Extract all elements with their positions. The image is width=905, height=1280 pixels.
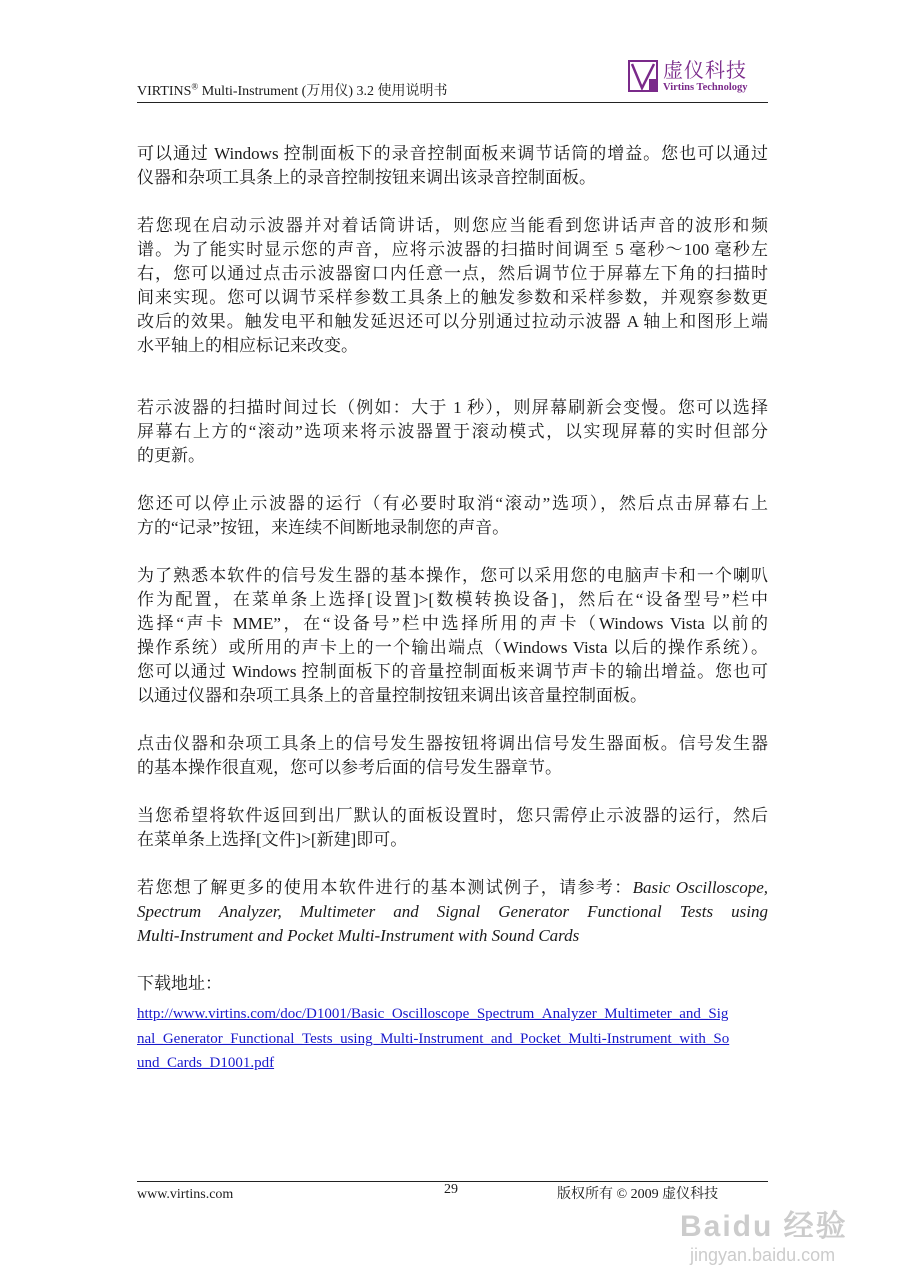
- title-prefix: VIRTINS: [137, 84, 192, 99]
- download-label: 下载地址：: [137, 974, 222, 993]
- text-line: 水平轴上的相应标记来改变。: [137, 336, 358, 355]
- footer-website: www.virtins.com: [137, 1187, 234, 1202]
- text-line: 方的“记录”按钮，来连续不间断地录制您的声音。: [137, 518, 510, 537]
- download-link[interactable]: [137, 1002, 768, 1076]
- watermark-small: jingyan.baidu.com: [690, 1245, 836, 1265]
- text-line: 可以通过 Windows 控制面板下的录音控制面板来调节话筒的增益。您也可以通过: [137, 144, 768, 163]
- reference-paragraph: [137, 876, 768, 948]
- text-line: 选择“声卡 MME”，在“设备号”栏中选择所用的声卡（Windows Vista 以前的: [137, 614, 768, 633]
- download-link-line[interactable]: und_Cards_D1001.pdf: [137, 1055, 275, 1071]
- virtins-logo: [628, 60, 748, 94]
- text-line: 为了熟悉本软件的信号发生器的基本操作，您可以采用您的电脑声卡和一个喇叭: [137, 566, 768, 585]
- text-line: 间来实现。您可以调节采样参数工具条上的触发参数和采样参数，并观察参数更: [137, 288, 768, 307]
- paragraph-5: [137, 564, 768, 708]
- logo-cn-text: 虚仪科技: [663, 60, 747, 82]
- reference-title: Basic Oscilloscope,: [632, 878, 768, 897]
- logo-en-text: Virtins Technology: [663, 82, 748, 93]
- paragraph-3: [137, 396, 768, 468]
- text-line: 屏幕右上方的“滚动”选项来将示波器置于滚动模式，以实现屏幕的实时但部分: [137, 422, 768, 441]
- header-divider: [137, 102, 768, 103]
- text-line: 谱。为了能实时显示您的声音，应将示波器的扫描时间调至 5 毫秒～100 毫秒左: [137, 240, 768, 259]
- download-link-line[interactable]: http://www.virtins.com/doc/D1001/Basic_Oscilloscope_Spectrum_Analyzer_Multimeter_and_Sig: [137, 1006, 729, 1022]
- document-header-title: [137, 80, 448, 100]
- registered-mark: ®: [191, 81, 199, 92]
- paragraph-2: [137, 214, 768, 358]
- text-line: 仪器和杂项工具条上的录音控制按钮来调出该录音控制面板。: [137, 168, 596, 187]
- baidu-watermark: [680, 1210, 848, 1266]
- text-line: 的基本操作很直观，您可以参考后面的信号发生器章节。: [137, 758, 562, 777]
- text-line: 若您现在启动示波器并对着话筒讲话，则您应当能看到您讲话声音的波形和频: [137, 216, 768, 235]
- reference-title: Spectrum Analyzer, Multimeter and Signal Generator Functional Tests using: [137, 902, 768, 921]
- paragraph-1: [137, 142, 768, 190]
- page-body: [137, 142, 768, 1076]
- text-line: 当您希望将软件返回到出厂默认的面板设置时，您只需停止示波器的运行，然后: [137, 806, 768, 825]
- paragraph-4: [137, 492, 768, 540]
- virtins-logo-icon: [628, 60, 658, 92]
- paragraph-7: [137, 804, 768, 852]
- text-line: 您还可以停止示波器的运行（有必要时取消“滚动”选项），然后点击屏幕右上: [137, 494, 768, 513]
- text-line: 您可以通过 Windows 控制面板下的音量控制面板来调节声卡的输出增益。您也可: [137, 662, 768, 681]
- page-number: 29: [444, 1182, 458, 1197]
- title-rest: Multi-Instrument (万用仪) 3.2 使用说明书: [198, 84, 448, 99]
- paragraph-6: [137, 732, 768, 780]
- text-line: 右，您可以通过点击示波器窗口内任意一点，然后调节位于屏幕左下角的扫描时: [137, 264, 768, 283]
- text-line: 以通过仪器和杂项工具条上的音量控制按钮来调出该音量控制面板。: [137, 686, 647, 705]
- reference-title: Multi-Instrument and Pocket Multi-Instrument with Sound Cards: [137, 926, 580, 945]
- footer-copyright: 版权所有 © 2009 虚仪科技: [557, 1187, 719, 1202]
- watermark-big: Baidu 经验: [680, 1210, 848, 1243]
- reference-intro: 若您想了解更多的使用本软件进行的基本测试例子，请参考：: [137, 878, 633, 897]
- text-line: 点击仪器和杂项工具条上的信号发生器按钮将调出信号发生器面板。信号发生器: [137, 734, 768, 753]
- text-line: 的更新。: [137, 446, 205, 465]
- text-line: 在菜单条上选择[文件]>[新建]即可。: [137, 830, 408, 849]
- text-line: 作为配置，在菜单条上选择[设置]>[数模转换设备]，然后在“设备型号”栏中: [137, 590, 768, 609]
- download-link-line[interactable]: nal_Generator_Functional_Tests_using_Multi-Instrument_and_Pocket_Multi-Instrument_with_So: [137, 1030, 730, 1047]
- text-line: 操作系统）或所用的声卡上的一个输出端点（Windows Vista 以后的操作系统）。: [137, 638, 768, 657]
- text-line: 若示波器的扫描时间过长（例如：大于 1 秒），则屏幕刷新会变慢。您可以选择: [137, 398, 768, 417]
- text-line: 改后的效果。触发电平和触发延迟还可以分别通过拉动示波器 A 轴上和图形上端: [137, 312, 768, 331]
